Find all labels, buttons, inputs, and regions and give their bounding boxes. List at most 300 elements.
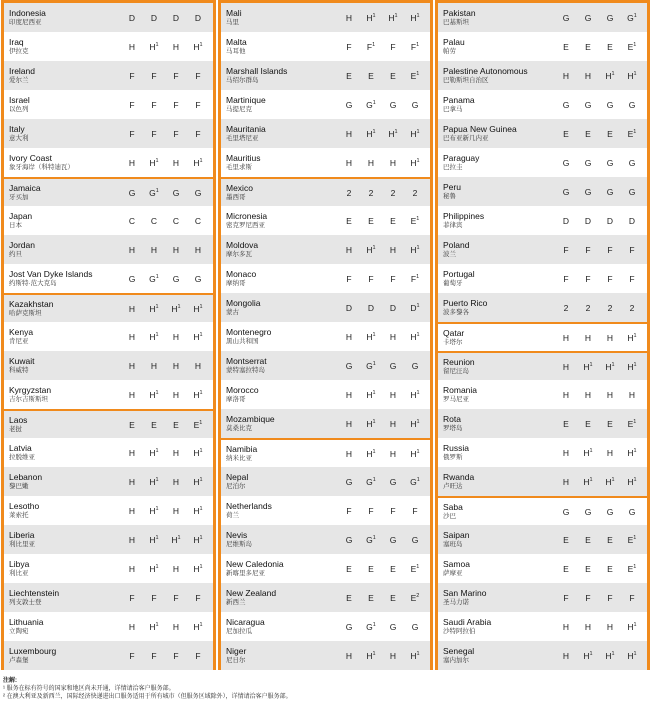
zone-cells: [121, 245, 213, 255]
zone-cell: E: [585, 41, 591, 52]
zone-cell: G: [172, 187, 180, 198]
zone-cell: $H^1$: [410, 418, 420, 429]
zone-cell: $H^1$: [193, 157, 203, 168]
zone-cells: [555, 448, 647, 458]
country-name-zh: 俄罗斯: [443, 453, 463, 461]
zone-cell: E: [585, 563, 591, 574]
zone-cell: H: [172, 621, 180, 632]
zone-cell: F: [585, 273, 591, 284]
country-name: [221, 559, 338, 579]
zone-cell: $H^1$: [171, 534, 181, 545]
table-row: [438, 380, 647, 409]
country-name: [221, 124, 338, 144]
zone-cell: H: [194, 360, 202, 371]
table-row: [438, 351, 647, 380]
country-name-en: Qatar: [443, 327, 465, 338]
zone-cell: F: [151, 650, 157, 661]
country-name-en: Ivory Coast: [9, 152, 52, 163]
zone-cell: G: [389, 476, 397, 487]
zone-cell: G: [628, 99, 636, 110]
country-name: [221, 298, 338, 318]
zone-cell: H: [345, 244, 353, 255]
zone-cell: 2: [412, 187, 418, 198]
zone-cell: $H^1$: [605, 476, 615, 487]
country-name-zh: 摩纳哥: [226, 279, 246, 287]
country-name-zh: 蒙古: [226, 308, 239, 316]
country-name-zh: 塞内加尔: [443, 656, 469, 664]
country-name: [438, 124, 555, 144]
zone-cell: $F^1$: [366, 41, 376, 52]
zone-cells: [555, 129, 647, 139]
table-row: [4, 322, 213, 351]
zone-cell: H: [172, 389, 180, 400]
country-name-zh: 日本: [9, 221, 22, 229]
zone-cell: H: [389, 650, 397, 661]
zone-cell: $H^1$: [366, 128, 376, 139]
zone-cell: G: [606, 157, 614, 168]
table-row: [221, 351, 430, 380]
zone-cell: F: [346, 41, 352, 52]
zone-cell: H: [389, 418, 397, 429]
zone-cells: [555, 535, 647, 545]
country-name-en: Indonesia: [9, 7, 46, 18]
zone-cell: E: [585, 534, 591, 545]
zone-cell: G: [411, 621, 419, 632]
zone-cell: G: [628, 506, 636, 517]
zone-cell: H: [628, 389, 636, 400]
table-row: [4, 61, 213, 90]
zone-cell: $H^1$: [149, 621, 159, 632]
zone-cell: E: [368, 215, 374, 226]
country-column-3: [435, 0, 650, 670]
zone-cell: E: [368, 70, 374, 81]
country-name-en: Kyrgyzstan: [9, 384, 52, 395]
zone-cells: [121, 477, 213, 487]
country-name-en: Romania: [443, 384, 478, 395]
table-row: [4, 148, 213, 177]
country-name-en: Mexico: [226, 182, 253, 193]
zone-cell: $G^1$: [366, 476, 376, 487]
zone-cell: 2: [390, 187, 396, 198]
zone-cell: H: [128, 157, 136, 168]
zone-cell: $H^1$: [149, 389, 159, 400]
table-row: [221, 148, 430, 177]
zone-cell: F: [585, 244, 591, 255]
zone-cell: D: [584, 215, 592, 226]
table-row: [221, 380, 430, 409]
country-name: [221, 356, 338, 376]
country-name: [221, 327, 338, 347]
country-name-en: Montserrat: [226, 355, 267, 366]
zone-cell: G: [584, 157, 592, 168]
country-name: [221, 269, 338, 289]
zone-cell: F: [629, 244, 635, 255]
zone-cells: [121, 129, 213, 139]
country-name: [4, 240, 121, 260]
zone-cell: F: [346, 505, 352, 516]
table-row: [221, 90, 430, 119]
zone-cell: $H^1$: [627, 650, 637, 661]
zone-cell: $H^1$: [627, 70, 637, 81]
zone-cell: H: [367, 157, 375, 168]
zone-cells: [121, 158, 213, 168]
zone-cells: [338, 477, 430, 487]
zone-cell: H: [584, 70, 592, 81]
country-name-en: Japan: [9, 210, 33, 221]
country-name-en: Saba: [443, 501, 463, 512]
zone-cell: $G^1$: [149, 187, 159, 198]
zone-cell: D: [172, 12, 180, 23]
country-name-zh: 拉脱维亚: [9, 453, 35, 461]
zone-cell: $H^1$: [193, 303, 203, 314]
zone-cell: F: [629, 592, 635, 603]
zone-cell: F: [390, 273, 396, 284]
table-row: [4, 293, 213, 322]
zone-cell: $H^1$: [149, 505, 159, 516]
country-name: [4, 183, 121, 203]
country-name-en: Iraq: [9, 36, 24, 47]
table-row: [221, 293, 430, 322]
country-name-zh: 以色列: [9, 105, 29, 113]
country-name-zh: 毛里求斯: [226, 163, 252, 171]
table-row: [438, 612, 647, 641]
table-row: [4, 612, 213, 641]
zone-cell: $H^1$: [627, 476, 637, 487]
zone-cell: H: [562, 389, 570, 400]
country-name-en: Liberia: [9, 529, 35, 540]
table-row: [4, 264, 213, 293]
country-name-zh: 吉尔吉斯斯坦: [9, 395, 48, 403]
country-name-en: Jamaica: [9, 182, 41, 193]
country-name-en: Rwanda: [443, 471, 475, 482]
table-row: [438, 3, 647, 32]
country-name: [438, 240, 555, 260]
zone-cell: F: [607, 273, 613, 284]
zone-cell: $H^1$: [410, 128, 420, 139]
zone-cell: G: [345, 621, 353, 632]
country-name-en: Lithuania: [9, 616, 44, 627]
country-name-en: Nicaragua: [226, 616, 265, 627]
country-name-en: Lesotho: [9, 500, 40, 511]
zone-cell: $H^1$: [627, 621, 637, 632]
table-row: [221, 554, 430, 583]
country-name-zh: 沙巴: [443, 512, 456, 520]
country-name-en: New Zealand: [226, 587, 277, 598]
footnotes: [3, 677, 292, 701]
zone-cell: F: [195, 70, 201, 81]
country-name: [438, 472, 555, 492]
zone-cell: H: [128, 389, 136, 400]
zone-cell: F: [151, 592, 157, 603]
country-name: [4, 37, 121, 57]
country-name: [438, 211, 555, 231]
zone-cells: [121, 71, 213, 81]
zone-cell: F: [151, 70, 157, 81]
table-row: [438, 32, 647, 61]
zone-cell: H: [389, 244, 397, 255]
table-row: [221, 322, 430, 351]
zone-cell: $G^1$: [366, 360, 376, 371]
country-name: [438, 414, 555, 434]
table-row: [221, 235, 430, 264]
country-name-en: Samoa: [443, 558, 470, 569]
country-name-zh: 科威特: [9, 366, 29, 374]
zone-cell: G: [562, 157, 570, 168]
zone-cells: [555, 390, 647, 400]
table-row: [438, 119, 647, 148]
zone-cell: E: [346, 70, 352, 81]
zone-cell: H: [172, 476, 180, 487]
zone-cell: H: [562, 447, 570, 458]
zone-cell: $E^2$: [410, 592, 420, 603]
table-row: [438, 496, 647, 525]
zone-cell: F: [195, 592, 201, 603]
country-name: [221, 37, 338, 57]
country-name-zh: 肯尼亚: [9, 337, 29, 345]
country-name-zh: 马里: [226, 18, 239, 26]
country-name-zh: 新西兰: [226, 598, 246, 606]
country-name-en: Saipan: [443, 529, 470, 540]
zone-cell: H: [345, 418, 353, 429]
zone-cells: [338, 71, 430, 81]
country-name: [221, 588, 338, 608]
zone-cell: H: [172, 447, 180, 458]
zone-cell: F: [563, 592, 569, 603]
zone-cells: [121, 506, 213, 516]
table-row: [221, 583, 430, 612]
zone-cell: $H^1$: [605, 361, 615, 372]
zone-cell: $H^1$: [193, 389, 203, 400]
country-name: [4, 385, 121, 405]
country-name-zh: 波多黎各: [443, 308, 469, 316]
country-name-zh: 利比里亚: [9, 540, 35, 548]
zone-cells: [555, 651, 647, 661]
country-name-en: Ireland: [9, 65, 35, 76]
country-name-en: Poland: [443, 239, 470, 250]
country-name-en: Jordan: [9, 239, 35, 250]
zone-cell: H: [128, 360, 136, 371]
country-name: [4, 211, 121, 231]
country-name-en: Puerto Rico: [443, 297, 488, 308]
zone-cell: $H^1$: [605, 650, 615, 661]
country-name: [438, 646, 555, 666]
zone-cells: [121, 216, 213, 226]
country-name-zh: 哈萨克斯坦: [9, 309, 42, 317]
country-name-zh: 约旦: [9, 250, 22, 258]
zone-cell: G: [584, 186, 592, 197]
zone-cell: $H^1$: [627, 332, 637, 343]
zone-cells: [121, 651, 213, 661]
country-name-zh: 印度尼西亚: [9, 18, 42, 26]
zone-cells: [555, 507, 647, 517]
country-name: [221, 646, 338, 666]
country-column-1: [1, 0, 216, 670]
zone-cell: F: [173, 650, 179, 661]
zone-cell: H: [172, 41, 180, 52]
zone-cell: F: [368, 505, 374, 516]
zone-cells: [338, 158, 430, 168]
country-name: [4, 443, 121, 463]
table-row: [438, 525, 647, 554]
country-name: [4, 530, 121, 550]
country-name-zh: 葡萄牙: [443, 279, 463, 287]
zone-cells: [338, 13, 430, 23]
country-name-en: Mozambique: [226, 413, 275, 424]
country-name-zh: 莱索托: [9, 511, 29, 519]
country-name: [221, 501, 338, 521]
country-column-2: [218, 0, 433, 670]
zone-cell: H: [606, 447, 614, 458]
country-name-zh: 约斯特·范大克岛: [9, 279, 57, 287]
zone-cell: $H^1$: [583, 361, 593, 372]
zone-cell: E: [607, 418, 613, 429]
table-row: [4, 177, 213, 206]
zone-cell: $H^1$: [149, 534, 159, 545]
country-name-en: Kuwait: [9, 355, 35, 366]
country-name-zh: 尼维斯岛: [226, 540, 252, 548]
zone-cell: E: [607, 41, 613, 52]
zone-cell: F: [195, 99, 201, 110]
zone-cell: G: [562, 186, 570, 197]
country-name-zh: 菲律宾: [443, 221, 463, 229]
country-name-en: Moldova: [226, 239, 259, 250]
zone-cell: E: [607, 563, 613, 574]
zone-cell: F: [607, 592, 613, 603]
zone-cell: H: [128, 41, 136, 52]
zone-cell: $H^1$: [193, 41, 203, 52]
country-name-en: Namibia: [226, 443, 258, 454]
country-name-en: Netherlands: [226, 500, 272, 511]
table-row: [221, 61, 430, 90]
country-name-en: Martinique: [226, 94, 266, 105]
table-row: [4, 496, 213, 525]
country-name-en: Panama: [443, 94, 475, 105]
country-name-zh: 秘鲁: [443, 192, 456, 200]
country-name-en: San Marino: [443, 587, 487, 598]
table-row: [438, 438, 647, 467]
zone-cell: E: [585, 418, 591, 429]
zone-cell: D: [367, 302, 375, 313]
zone-cell: $G^1$: [149, 273, 159, 284]
zone-cell: $H^1$: [366, 448, 376, 459]
zone-cells: [338, 390, 430, 400]
zone-cell: $H^1$: [627, 447, 637, 458]
notes-title: 注解:: [3, 678, 17, 684]
country-name-en: Kazakhstan: [9, 298, 54, 309]
zone-cells: [121, 361, 213, 371]
country-name: [4, 124, 121, 144]
table-row: [438, 293, 647, 322]
zone-cell: $H^1$: [583, 650, 593, 661]
zone-cell: H: [128, 534, 136, 545]
zone-cell: H: [128, 303, 136, 314]
zone-cell: E: [563, 563, 569, 574]
zone-cell: H: [584, 621, 592, 632]
zone-cell: E: [151, 419, 157, 430]
zone-cell: H: [562, 650, 570, 661]
zone-cell: 2: [346, 187, 352, 198]
zone-cell: 2: [563, 302, 569, 313]
table-row: [4, 409, 213, 438]
zone-cell: $F^1$: [410, 273, 420, 284]
zone-cell: E: [563, 41, 569, 52]
zone-cell: H: [128, 331, 136, 342]
table-row: [438, 467, 647, 496]
country-name-zh: 卡塔尔: [443, 338, 463, 346]
zone-cell: F: [563, 244, 569, 255]
country-name-en: Micronesia: [226, 210, 268, 221]
zone-cell: D: [194, 12, 202, 23]
country-name-zh: 圣马力诺: [443, 598, 469, 606]
note-2: ² 在澳大利亚及新西兰，国际经济快递进出口服务适用于所有城市（但服务区域除外），详情请洽客户服务部。: [3, 694, 292, 700]
country-name: [4, 501, 121, 521]
zone-cells: [338, 622, 430, 632]
zone-cell: E: [368, 592, 374, 603]
zone-cells: [555, 593, 647, 603]
zone-cell: $H^1$: [366, 331, 376, 342]
country-name: [221, 444, 338, 464]
country-name-en: Palau: [443, 36, 465, 47]
country-name-en: Luxembourg: [9, 645, 57, 656]
country-name-zh: 波兰: [443, 250, 456, 258]
zone-cell: D: [345, 302, 353, 313]
country-name-zh: 巴拿马: [443, 105, 463, 113]
zone-cells: [338, 332, 430, 342]
country-name-en: Palestine Autonomous: [443, 65, 528, 76]
zone-cells: [555, 187, 647, 197]
zone-cell: $H^1$: [193, 563, 203, 574]
zone-cell: F: [173, 70, 179, 81]
zone-cells: [121, 390, 213, 400]
country-name: [438, 617, 555, 637]
country-name-zh: 摩洛哥: [226, 395, 246, 403]
country-name: [221, 472, 338, 492]
country-name: [4, 299, 121, 319]
zone-cells: [338, 42, 430, 52]
zone-cell: F: [412, 505, 418, 516]
zone-cell: $H^1$: [366, 12, 376, 23]
zone-cell: 2: [368, 187, 374, 198]
zone-cell: $H^1$: [171, 303, 181, 314]
zone-cell: H: [562, 70, 570, 81]
zone-cell: $H^1$: [410, 157, 420, 168]
country-name: [221, 211, 338, 231]
zone-cell: F: [390, 41, 396, 52]
zone-cell: H: [345, 448, 353, 459]
zone-cell: G: [606, 99, 614, 110]
zone-cells: [338, 303, 430, 313]
zone-cell: E: [563, 128, 569, 139]
zone-cell: G: [628, 186, 636, 197]
zone-cell: H: [128, 244, 136, 255]
zone-cell: $E^1$: [627, 563, 637, 574]
zone-cell: G: [389, 534, 397, 545]
zone-cells: [338, 593, 430, 603]
zone-cells: [121, 13, 213, 23]
country-name: [438, 37, 555, 57]
zone-cell: F: [607, 244, 613, 255]
zone-cell: $G^1$: [366, 99, 376, 110]
zone-cell: F: [129, 650, 135, 661]
zone-cell: H: [128, 563, 136, 574]
zone-cell: H: [562, 621, 570, 632]
country-name-en: Monaco: [226, 268, 257, 279]
country-name-zh: 罗马尼亚: [443, 395, 469, 403]
zone-cell: H: [584, 332, 592, 343]
zone-cells: [121, 420, 213, 430]
table-row: [221, 3, 430, 32]
zone-cell: $H^1$: [149, 563, 159, 574]
